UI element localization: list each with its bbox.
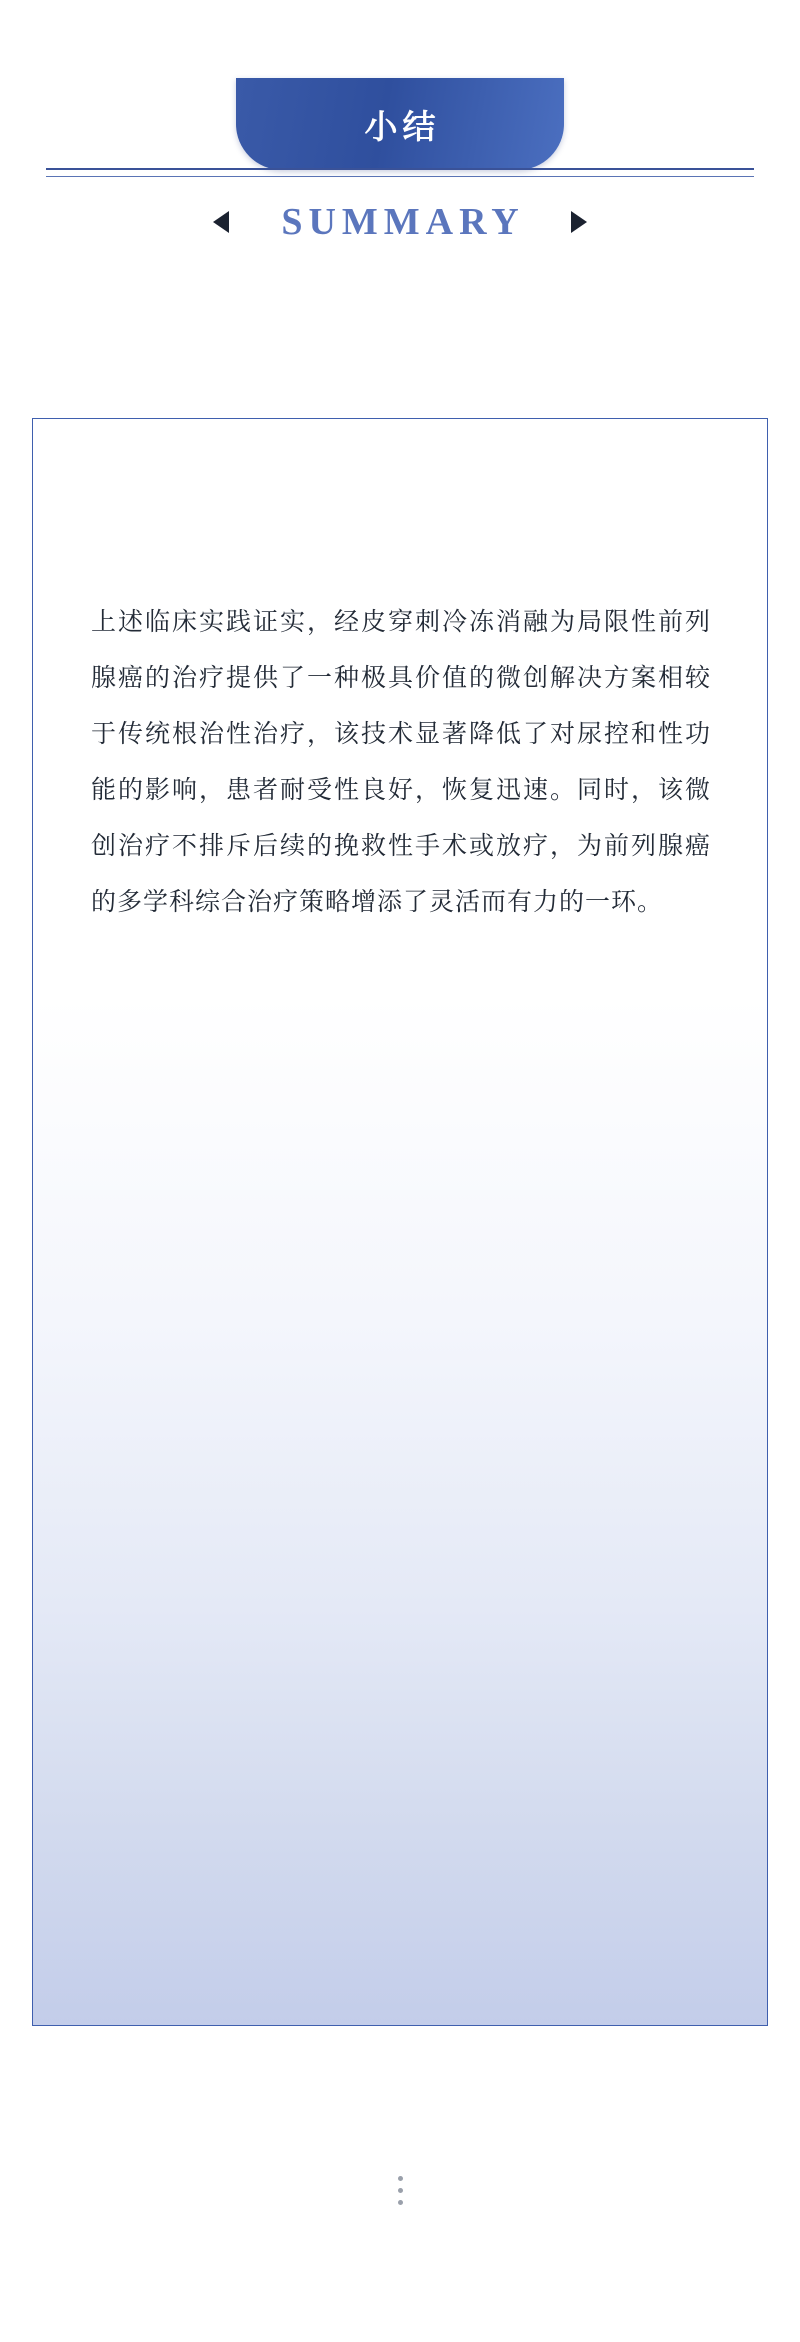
header-divider: [46, 168, 754, 177]
dot: [398, 2176, 403, 2181]
divider-line-thin: [46, 176, 754, 177]
subtitle-label: SUMMARY: [281, 201, 525, 243]
subtitle-row: [0, 200, 800, 244]
summary-card: [32, 418, 768, 2026]
section-title-label: 小结: [364, 107, 441, 145]
dot: [398, 2188, 403, 2193]
more-dots-icon: [0, 2176, 800, 2205]
summary-paragraph: 上述临床实践证实，经皮穿刺冷冻消融为局限性前列腺癌的治疗提供了一种极具价值的微创解决方案相较于传统根治性治疗，该技术显著降低了对尿控和性功能的影响，患者耐受性良好，恢复迅速。同时，该微创治疗不排斥后续的挽救性手术或放疗，为前列腺癌的多学科综合治疗策略增添了灵活而有力的一环。: [91, 608, 711, 916]
section-title-tab: [236, 78, 564, 170]
triangle-right-icon: [571, 211, 587, 233]
triangle-left-icon: [213, 211, 229, 233]
header: [0, 0, 800, 300]
divider-line-thick: [46, 168, 754, 170]
dot: [398, 2200, 403, 2205]
